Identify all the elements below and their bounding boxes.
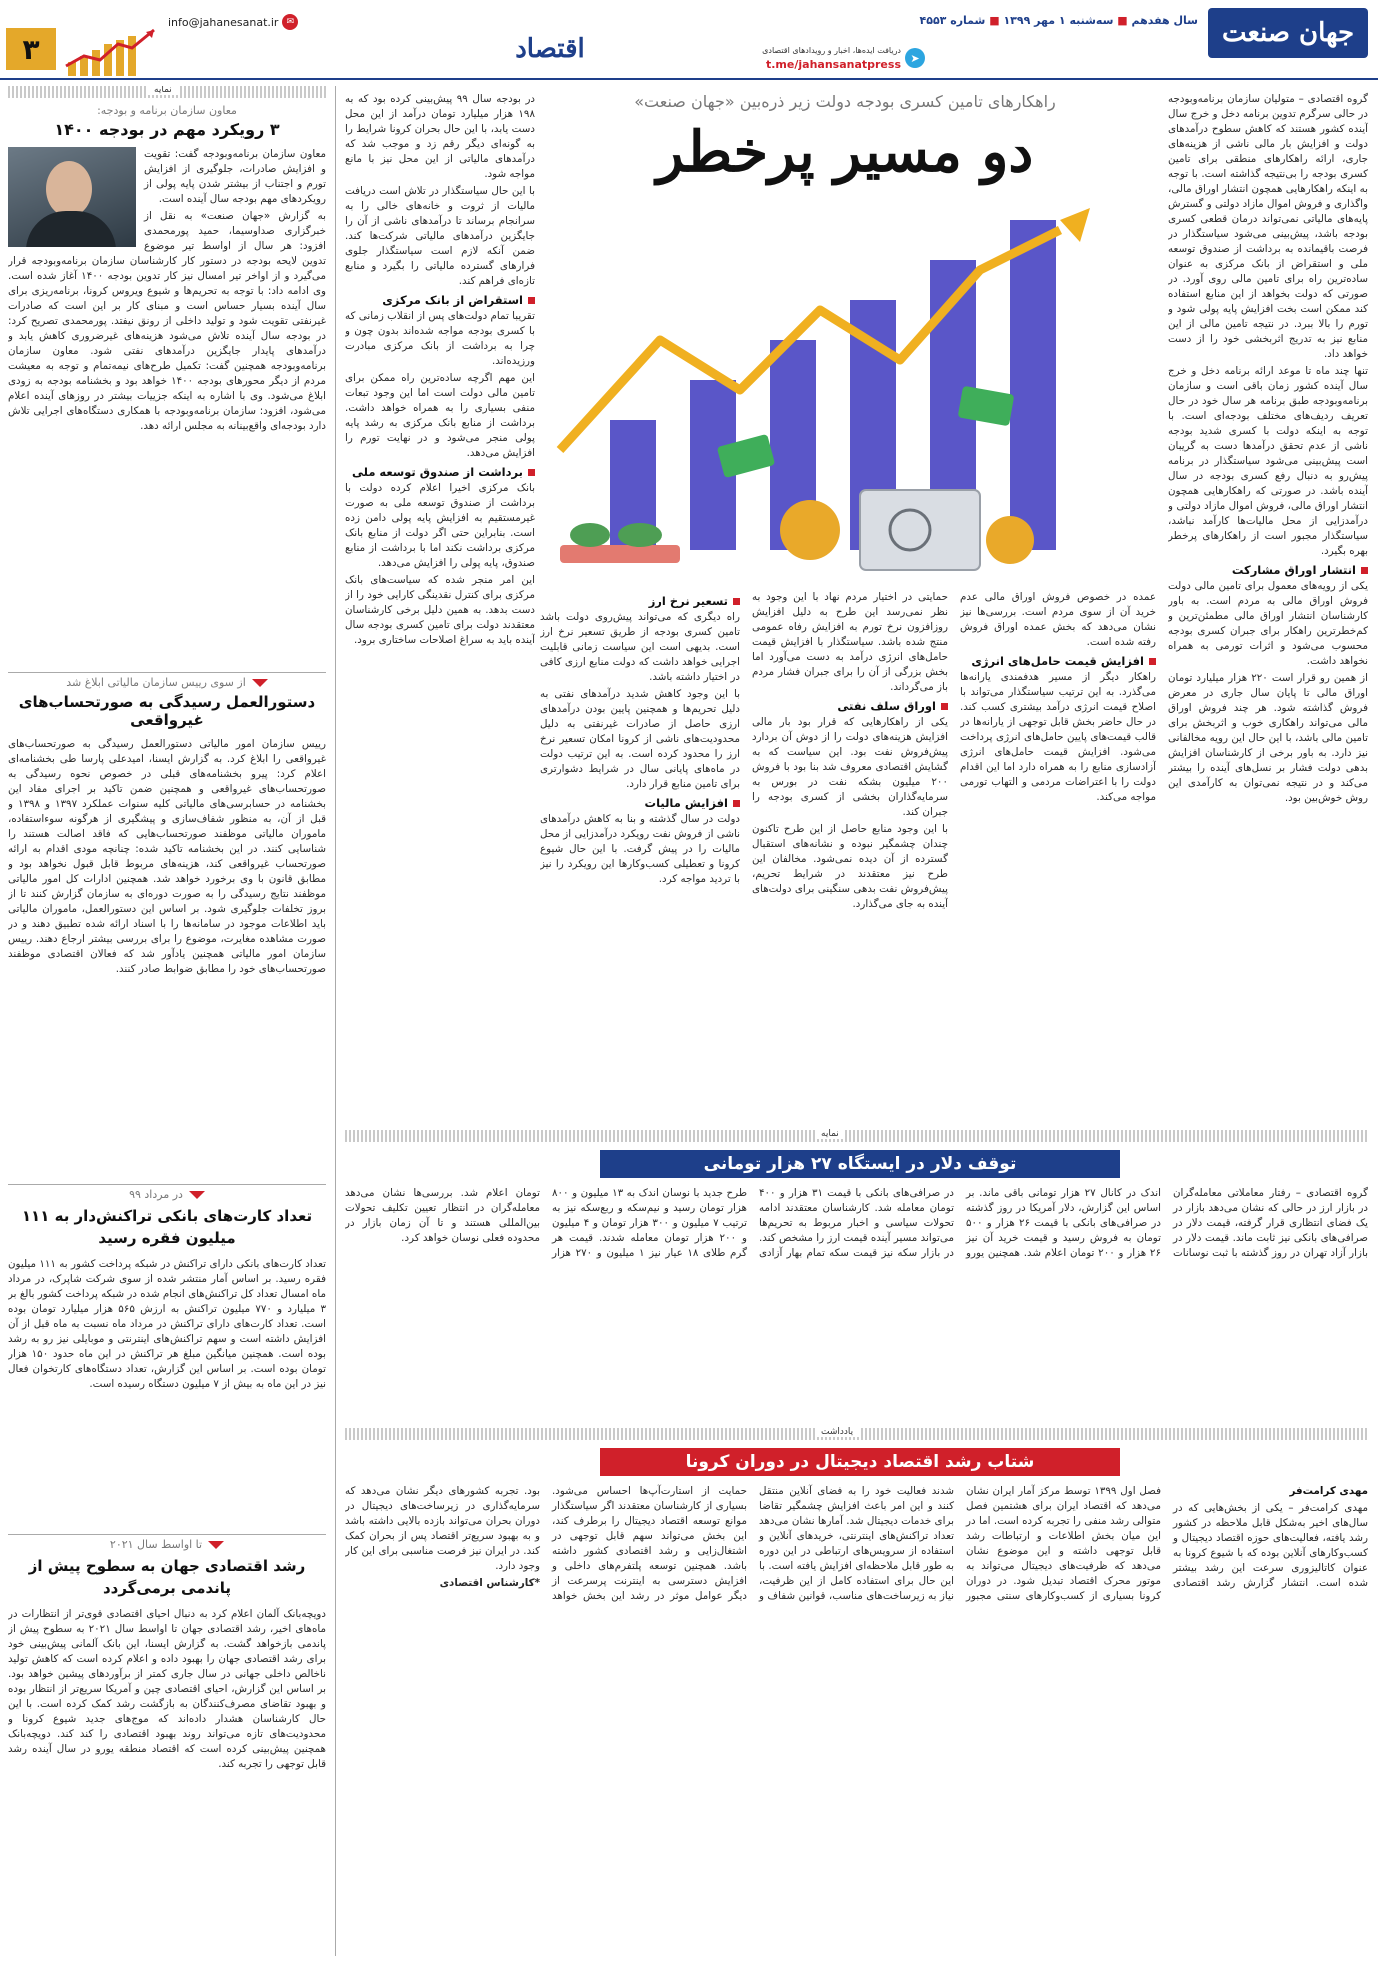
story-budget-1400 <box>8 104 326 644</box>
budget-illustration <box>540 190 1150 580</box>
lead-paragraph: دولت در سال گذشته و بنا به کاهش درآمدهای ناشی از فروش نفت رویکرد درآمدزایی از محل مالیات را در پیش گرفت. با این حال شیوع کرونا و تعطیلی کسب‌وکارها این رویکرد را نیز با تردید مواجه کرد. <box>540 813 740 885</box>
story-kicker: تا اواسط سال ۲۰۲۱ <box>109 1538 203 1551</box>
bullet-square-icon <box>1361 567 1368 574</box>
bullet-square-icon <box>1149 658 1156 665</box>
lead-paragraph: یکی از راهکارهایی که قرار بود بار مالی افزایش هزینه‌های دولت را از دوش آن بردارد پیش‌فروش نفت بود. این سیاست که به گشایش اقتصادی معروف شد بنا بود با فروش ۲۰۰ میلیون بشکه نفت در بورس به سرمایه‌گذاران بخشی از کسری بودجه را جبران کند. <box>752 716 948 818</box>
note-label: یادداشت <box>815 1427 859 1437</box>
telegram-link[interactable]: t.me/jahansanatpress <box>766 58 901 71</box>
telegram-icon: ➤ <box>905 48 925 68</box>
bullet-square-icon <box>733 800 740 807</box>
story-world-growth <box>8 1538 326 1956</box>
logo[interactable] <box>1208 8 1368 58</box>
red-wedge-icon <box>208 1541 224 1549</box>
note-label: نمایه <box>148 86 178 95</box>
subhead: اوراق سلف نفتی <box>752 699 948 713</box>
lead-paragraph: گروه اقتصادی – متولیان سازمان برنامه‌وبودجه در حالی سرگرم تدوین برنامه دخل و خرج سال آینده کشور هستند که کاهش سطوح درآمدهای دولت و افزایش بار مالی ناشی از هزینه‌های جاری، ارائه راهکارهای منطقی برای تامین کسری بودجه را بی‌نتیجه گذاشته است. با توجه به اینکه راهکارهایی همچون انتشار اوراق مالی، واگذاری و فروش اموال مازاد دولتی و گسترش پایه‌های مالیاتی نمی‌تواند درمان قطعی کسری بودجه باشد، پیش‌بینی می‌شود سیاستگذار در فرصت باقیمانده به برداشت از صندوق توسعه ملی و استقراض از بانک مرکزی به عنوان ساده‌ترین راه برای تامین مالی روی آورد. در صورتی که دولت بخواهد از این منابع استفاده کند ممکن است بخت افزایش پایه پولی شود و تورم را بالا ببرد. در نتیجه تامین مالی از این منابع نیز به تدریج اثربخشی خود را از دست خواهد داد. <box>1168 93 1368 360</box>
story-body: دویچه‌بانک آلمان اعلام کرد به دنبال احیای اقتصادی قوی‌تر از انتظارات در ماه‌های اخیر، رشد اقتصادی جهان تا اواسط سال ۲۰۲۱ به سطوح پیش از پاندمی بازخواهد گشت. به گزارش ایسنا، این بانک آلمانی پیش‌بینی خود برای رشد اقتصادی جهان را بهبود داده و اعلام کرده است که کاهش تولید ناخالص داخلی جهانی در سال جاری کمتر از برآوردهای پیشین خواهد بود. بر اساس این گزارش، احیای اقتصادی چین و آمریکا سریع‌تر از انتظار بوده و بهبود تقاضای مصرف‌کنندگان به بازگشت رشد کمک کرده است. با این حال کارشناسان هشدار داده‌اند که موج‌های جدید شیوع کرونا و محدودیت‌های تازه می‌تواند روند بهبود اقتصادی را کند کند. دویچه‌بانک همچنین پیش‌بینی کرده است که اقتصاد منطقه یورو در سال آینده رشد قابل توجهی را تجربه کند. <box>8 1608 326 1770</box>
lead-column-3 <box>752 590 948 1125</box>
telegram-block[interactable] <box>735 44 925 76</box>
dollar-paragraph: گروه اقتصادی – رفتار معاملاتی معامله‌گران در بازار ارز در حالی که نشان می‌دهد بازار در یک فضای انتظاری قرار گرفته، قیمت دلار در صرافی‌های بانکی نیز ثابت ماند. قیمت دلار در بازار آزاد تهران در روز گذشته با ثبت نوسانات اندک در کانال ۲۷ هزار تومانی باقی ماند. بر اساس این گزارش، دلار آمریکا در روز گذشته در صرافی‌های بانکی با قیمت ۲۶ هزار و ۵۰۰ تومان به فروش رسید و قیمت خرید آن نیز ۲۶ هزار و ۲۰۰ تومان اعلام شد. همچنین یورو در صرافی‌های بانکی با قیمت ۳۱ هزار و ۴۰۰ تومان معامله شد. کارشناسان معتقدند ادامه تحولات سیاسی و اخبار مربوط به تحریم‌ها می‌تواند مسیر آینده قیمت ارز را مشخص کند. در بازار سکه نیز قیمت سکه تمام بهار آزادی طرح جدید با نوسان اندک به ۱۳ میلیون و ۸۰۰ هزار تومان رسید و نیم‌سکه و ربع‌سکه نیز به ترتیب ۷ میلیون و ۳۰۰ هزار تومان و ۴ میلیون و ۲۰۰ هزار تومان معامله شدند. قیمت هر گرم طلای ۱۸ عیار نیز ۱ میلیون و ۲۷۰ هزار تومان اعلام شد. بررسی‌ها نشان می‌دهد معامله‌گران در انتظار تعیین تکلیف تحولات بین‌المللی هستند و تا آن زمان بازار در محدوده فعلی نوسان خواهد کرد. <box>345 1187 1368 1259</box>
subhead: افزایش قیمت حامل‌های انرژی <box>960 654 1156 668</box>
story-body: رییس سازمان امور مالیاتی دستورالعمل رسیدگی به صورتحساب‌های غیرواقعی را ابلاغ کرد. به گزارش ایسنا، امیدعلی پارسا طی بخشنامه‌ای اعلام کرد: پیرو بخشنامه‌های قبلی در خصوص نحوه رسیدگی به صورتحساب‌های غیرواقعی و همچنین ضمن تاکید بر اجرای مفاد این بخشنامه در حسابرسی‌های مالیاتی کلیه سنوات عملکرد ۱۳۹۷ و ۱۳۹۸ و قبل از آن، به منظور شفاف‌سازی و پیشگیری از هرگونه سوءاستفاده، ماموران مالیاتی موظفند صورتحساب‌هایی که فاقد اصالت هستند را شناسایی کنند. در این بخشنامه تاکید شده: چنانچه مودی اقدام به ارائه صورتحساب غیرواقعی کند، هزینه‌های مربوط قابل قبول نخواهد بود و مطابق قانون با وی برخورد خواهد شد. همچنین ادارات کل امور مالیاتی موظفند نتایج رسیدگی را به صورت دوره‌ای به سازمان گزارش کنند تا از بروز تخلفات جلوگیری شود. بر اساس این دستورالعمل، ماموران مالیاتی باید اطلاعات موجود در سامانه‌ها را با اسناد ارائه شده تطبیق دهند و در صورت مشاهده مغایرت، موضوع را برای بررسی بیشتر ارجاع دهند. رییس سازمان امور مالیاتی همچنین یادآور شد که فعالان اقتصادی موظفند صورتحساب‌های خود را مطابق ضوابط صادر کنند. <box>8 738 326 975</box>
envelope-icon: ✉ <box>282 14 298 30</box>
bullet-square-icon <box>528 297 535 304</box>
story-body: به گزارش «جهان صنعت» به نقل از خبرگزاری صداوسیما، حمید پورمحمدی افزود: هر سال از اواسط تیر موضوع تدوین لایحه بودجه در دستور کار کارشناسان سازمان برنامه‌وبودجه قرار می‌گیرد و از اواخر تیر امسال نیز کار تدوین بودجه ۱۴۰۰ آغاز شده است. وی ادامه داد: با توجه به تحریم‌ها و شیوع ویروس کرونا، برنامه‌ریزی برای سال آینده بسیار حساس است و مبنای کار بر این است که صادرات غیرنفتی تقویت شود و تولید داخلی از رونق نیفتد. پورمحمدی تصریح کرد: در بودجه سال آینده تلاش می‌شود هزینه‌های غیرضروری کاهش یابد و درآمدهای پایدار جایگزین درآمدهای نفتی شود. معاون سازمان برنامه‌وبودجه همچنین گفت: تکمیل طرح‌های نیمه‌تمام و توجه به معیشت مردم از دیگر محورهای بودجه ۱۴۰۰ خواهد بود و بخشنامه بودجه به زودی ابلاغ می‌شود. وی با اشاره به اینکه جزییات بیشتر در روزهای آینده اعلام می‌شود، افزود: سازمان برنامه‌وبودجه با همکاری دستگاه‌های اجرایی تلاش دارد بودجه‌ای واقع‌بینانه به مجلس ارائه دهد. <box>8 210 326 432</box>
lead-column-4 <box>345 92 535 1124</box>
story-title: ۳ رویکرد مهم در بودجه ۱۴۰۰ <box>54 120 280 139</box>
note-label: نمایه <box>815 1129 845 1139</box>
page-number: ۳ <box>22 32 40 66</box>
story-title: تعداد کارت‌های بانکی تراکنش‌دار به ۱۱۱ میلیون فقره رسید <box>21 1207 313 1247</box>
subhead: برداشت از صندوق توسعه ملی <box>345 465 535 479</box>
story-kicker: در مرداد ۹۹ <box>129 1188 183 1201</box>
dollar-body <box>345 1186 1368 1418</box>
subhead: استقراض از بانک مرکزی <box>345 293 535 307</box>
email-text: info@jahanesanat.ir <box>168 15 279 29</box>
portrait-face <box>46 161 92 217</box>
lead-paragraph: راهکار دیگر از مسیر هدفمندی یارانه‌ها می‌گذرد. به این ترتیب سیاستگذار می‌تواند با اصلاح قیمت انرژی درآمد بیشتری کسب کند. در حال حاضر بخش قابل توجهی از یارانه‌ها در قالب قیمت‌های پایین حامل‌های انرژی پرداخت می‌شود. افزایش قیمت حامل‌های انرژی آزادسازی منابع را به همراه دارد اما این اقدام دولت را با اعتراضات مردمی و التهاب تورمی مواجه می‌کند. <box>960 671 1156 803</box>
bullet-square-icon <box>528 469 535 476</box>
digital-body <box>345 1484 1368 1954</box>
section-title: اقتصاد <box>515 34 585 64</box>
lead-column-1 <box>1168 92 1368 1124</box>
lead-paragraph: بانک مرکزی اخیرا اعلام کرده دولت با برداشت از صندوق توسعه ملی به صورت غیرمستقیم به افزایش پایه پولی دامن زده است. بنابراین حتی اگر دولت از منابع بانک مرکزی برداشت نکند اما با برداشت از منابع صندوق، پایه پولی را افزایش می‌دهد. <box>345 482 535 569</box>
portrait-suit <box>26 211 116 247</box>
author-signature: *کارشناس اقتصادی <box>439 1577 540 1589</box>
issue-info: سال هفدهم ■ سه‌شنبه ۱ مهر ۱۳۹۹ ■ شماره ۴۵۵۳ <box>919 14 1198 27</box>
dollar-title-bar <box>600 1150 1120 1178</box>
digital-title: شتاب رشد اقتصاد دیجیتال در دوران کرونا <box>685 1452 1035 1472</box>
story-kicker: معاون سازمان برنامه و بودجه: <box>97 104 237 117</box>
digital-paragraph: مهدی کرامت‌فر – یکی از بخش‌هایی که در سال‌های اخیر به‌شکل قابل ملاحظه در کشور رشد یافته، فعالیت‌های حوزه اقتصاد دیجیتال و کسب‌وکارهای آنلاین بوده که با شیوع کرونا به عنوان کاتالیزوری سرعت این رشد بیشتر شده است. انتشار گزارش رشد اقتصادی فصل اول ۱۳۹۹ توسط مرکز آمار ایران نشان می‌دهد که اقتصاد ایران برای هشتمین فصل متوالی رشد منفی را تجربه کرده است. اما در این میان بخش اطلاعات و ارتباطات رشد قابل توجهی داشته و این موضوع نشان می‌دهد که ظرفیت‌های دیجیتال می‌تواند به موتور محرک اقتصاد تبدیل شود. در دوران کرونا بسیاری از کسب‌وکارهای سنتی مجبور شدند فعالیت خود را به فضای آنلاین منتقل کنند و این امر باعث افزایش چشمگیر تقاضا برای خدمات دیجیتال شد. آمارها نشان می‌دهد تعداد تراکنش‌های اینترنتی، خریدهای آنلاین و استفاده از سرویس‌های ارتباطی در این دوره به طور قابل ملاحظه‌ای افزایش یافته است. با این حال برای استفاده کامل از این ظرفیت، نیاز به زیرساخت‌های مناسب، قوانین شفاف و حمایت از استارت‌آپ‌ها احساس می‌شود. بسیاری از کارشناسان معتقدند اگر سیاستگذار موانع توسعه اقتصاد دیجیتال را برطرف کند، این بخش می‌تواند سهم قابل توجهی در اشتغال‌زایی و رشد اقتصادی کشور داشته باشد. همچنین توسعه پلتفرم‌های داخلی و افزایش دسترسی به اینترنت پرسرعت از دیگر عوامل موثر در رشد این بخش خواهد بود. تجربه کشورهای دیگر نشان می‌دهد که سرمایه‌گذاری در زیرساخت‌های دیجیتال در دوران بحران می‌تواند بازده بالایی داشته باشد و به بهبود سریع‌تر اقتصاد پس از بحران کمک کند. در ایران نیز فرصت مناسبی برای این کار وجود دارد. <box>345 1485 1368 1602</box>
lead-title: دو مسیر پرخطر <box>656 119 1034 185</box>
lead-paragraph: با این حال سیاستگذار در تلاش است دریافت مالیات از ثروت و خانه‌های خالی را به سرانجام برساند تا درآمدهای ناشی از آن را جایگزین درآمدهای مالیاتی شرکت‌ها کند. ضمن آنکه لازم است سیاستگذار جلوی فرارهای گسترده مالیاتی را بگیرد و منابع تازه‌ای فراهم کند. <box>345 185 535 287</box>
story-title: رشد اقتصادی جهان به سطوح پیش از پاندمی برمی‌گردد <box>28 1557 306 1597</box>
red-wedge-icon <box>189 1191 205 1199</box>
logo-text: جهان صنعت <box>1221 18 1355 48</box>
email-line[interactable] <box>168 14 298 30</box>
masthead <box>0 0 1378 71</box>
bullet-square-icon <box>733 598 740 605</box>
left-column <box>8 86 326 1956</box>
issue-number: شماره ۴۵۵۳ <box>919 14 986 27</box>
lead-paragraph: در بودجه سال ۹۹ پیش‌بینی کرده بود که به ۱۹۸ هزار میلیارد تومان درآمد از این محل دست یابد، با این حال بحران کرونا شرایط را به گونه‌ای دیگر رقم زد و موجب شد که درآمدهای مالیاتی از این محل نیز با مانع مواجه شود. <box>345 93 535 180</box>
growth-chart-icon <box>62 26 172 78</box>
subhead: انتشار اوراق مشارکت <box>1168 563 1368 577</box>
story-title: دستورالعمل رسیدگی به صورتحساب‌های غیرواقعی <box>18 693 316 729</box>
story-body: تعداد کارت‌های بانکی دارای تراکنش در شبکه پرداخت کشور به ۱۱۱ میلیون فقره رسید. بر اساس آمار منتشر شده از سوی شرکت شاپرک، در مرداد ماه امسال تعداد کل تراکنش‌های انجام شده در شبکه پرداخت کشور بالغ بر ۳ میلیارد و ۷۷۰ میلیون تراکنش به ارزش ۵۶۵ هزار میلیارد تومان بوده است. تعداد کارت‌های دارای تراکنش در مرداد ماه نسبت به ماه قبل از آن افزایش داشته است و سهم تراکنش‌های اینترنتی و موبایلی نیز رو به رشد بوده است. همچنین میانگین مبلغ هر تراکنش در این ماه حدود ۱۵۰ هزار تومان بوده است. بر اساس این گزارش، تعداد دستگاه‌های کارتخوان فعال نیز در این ماه به بیش از ۷ میلیون دستگاه رسیده است. <box>8 1258 326 1390</box>
issue-date: سه‌شنبه ۱ مهر ۱۳۹۹ <box>1003 14 1114 27</box>
lead-column-5 <box>540 590 740 1125</box>
story-divider <box>8 1534 326 1535</box>
telegram-caption: دریافت ایده‌ها، اخبار و رویدادهای اقتصادی <box>762 46 901 55</box>
lead-column-2 <box>960 590 1156 1125</box>
lead-paragraph: تنها چند ماه تا موعد ارائه برنامه دخل و خرج سال آینده کشور زمان باقی است و سازمان برنامه‌وبودجه طبق برنامه هر سال خود در حال تعریف ردیف‌های مختلف بودجه‌ای است. با توجه به اینکه دولت با کسری شدید بودجه ناشی از عدم تحقق درآمدها دست به گریبان است پیش‌بینی می‌شود سیاستگذار در برنامه پیش‌رو به دنبال رفع کسری بودجه در سال آینده باشد. در صورتی که راهکارهایی همچون انتشار اوراق مالی، فروش اموال مازاد دولتی و درآمدزایی از محل مالیات‌ها کارآمد نباشد، سیاستگذار مجبور است از راهکارهای پرخطر بهره بگیرد. <box>1168 365 1368 557</box>
lead-paragraph: این امر منجر شده که سیاست‌های بانک مرکزی برای کنترل نقدینگی کارایی خود را از دست بدهد. به همین دلیل برخی کارشناسان معتقدند دولت برای تامین کسری بودجه سال آینده باید به سراغ اصلاحات ساختاری برود. <box>345 574 535 646</box>
author-name: مهدی کرامت‌فر <box>1289 1485 1368 1497</box>
story-intro: معاون سازمان برنامه‌وبودجه گفت: تقویت و افزایش صادرات، جلوگیری از افزایش تورم و اجتناب از بیشتر شدن پایه پولی از رویکردهای مهم بودجه سال آینده است. <box>144 148 326 205</box>
subhead: افزایش مالیات <box>540 796 740 810</box>
subhead: تسعیر نرخ ارز <box>540 594 740 608</box>
lead-paragraph: با این وجود منابع حاصل از این طرح تاکنون چندان چشمگیر نبوده و نشانه‌های استقبال گسترده از آن دیده نمی‌شود. مخالفان این طرح نیز معتقدند در شرایط تحریم، پیش‌فروش نفت بدهی سنگینی برای دولت‌های آینده به جای می‌گذارد. <box>752 823 948 910</box>
story-kicker: از سوی رییس سازمان مالیاتی ابلاغ شد <box>66 676 246 689</box>
red-wedge-icon <box>252 679 268 687</box>
lead-paragraph: یکی از رویه‌های معمول برای تامین مالی دولت فروش اوراق مالی به مردم است. به باور کارشناسان انتشار اوراق مالی مطمئن‌ترین و کم‌خطرترین راهکار برای جبران کسری بودجه محسوب می‌شود و اثرات تورمی به همراه نخواهد داشت. <box>1168 580 1368 667</box>
digital-title-bar <box>600 1448 1120 1476</box>
volume: سال هفدهم <box>1131 14 1198 27</box>
official-photo <box>8 147 136 247</box>
lead-paragraph: این مهم اگرچه ساده‌ترین راه ممکن برای تامین مالی دولت است اما این وجود تبعات منفی بسیاری را به همراه خواهد داشت. برداشت از منابع بانک مرکزی به رشد پایه پولی منجر می‌شود و در نهایت تورم را افزایش می‌دهد. <box>345 372 535 459</box>
dollar-title: توقف دلار در ایستگاه ۲۷ هزار تومانی <box>703 1154 1017 1174</box>
lead-paragraph: با این وجود کاهش شدید درآمدهای نفتی به دلیل تحریم‌ها و همچنین پایین بودن درآمدهای ارزی حاصل از صادرات غیرنفتی به دلیل محدودیت‌های ناشی از کرونا امکان تسعیر نرخ ارز را محدود کرده است. به این ترتیب دولت در ماه‌های پایانی سال در شرایط دشوارتری برای تامین منابع قرار دارد. <box>540 688 740 790</box>
story-divider <box>8 672 326 673</box>
note-bar <box>8 86 326 98</box>
story-bank-cards <box>8 1188 326 1528</box>
lead-paragraph: عمده در خصوص فروش اوراق مالی عدم خرید آن از سوی مردم است. بررسی‌ها نیز نشان می‌دهد که بخش عمده اوراق فروش رفته شده است. <box>960 591 1156 648</box>
header-rule <box>0 78 1378 80</box>
lead-paragraph: راه دیگری که می‌تواند پیش‌روی دولت باشد تامین کسری بودجه از طریق تسعیر نرخ ارز است. بدیهی است این سیاست زمانی قابلیت اجرایی خواهد داشت که دولت منابع ارزی کافی در اختیار داشته باشد. <box>540 611 740 683</box>
lead-paragraph: حمایتی در اختیار مردم نهاد با این وجود به نظر نمی‌رسد این طرح به دلیل افزایش روزافزون نرخ تورم به افزایش رفاه عمومی منتج شده باشد. سیاستگذار با افزایش قیمت حامل‌های انرژی درآمد به دست می‌آورد اما بخش بزرگی از آن را برای جبران فشار مردم باز می‌گرداند. <box>752 591 948 693</box>
story-divider <box>8 1184 326 1185</box>
lead-headline-block <box>540 92 1150 185</box>
lead-paragraph: از همین رو قرار است ۲۲۰ هزار میلیارد تومان اوراق مالی تا پایان سال جاری در معرض فروش گذاشته شود. هر چند فروش اوراق مالی می‌تواند راهکاری خوب و اثربخش برای تامین مالی باشد، با این حال این رویه مخالفانی نیز دارد. به باور برخی از کارشناسان افزایش بدهی دولت فشار بر نسل‌های آینده را بیشتر می‌کند و در نتیجه نمی‌توان به کارآمدی این روش خوش‌بین بود. <box>1168 672 1368 804</box>
note-bar <box>345 1130 1368 1142</box>
lead-kicker: راهکارهای تامین کسری بودجه دولت زیر ذره‌بین «جهان صنعت» <box>634 92 1056 111</box>
page-number-box <box>6 28 56 70</box>
note-bar <box>345 1428 1368 1440</box>
bullet-square-icon <box>941 703 948 710</box>
column-divider <box>335 86 336 1956</box>
lead-paragraph: تقریبا تمام دولت‌های پس از انقلاب زمانی که با کسری بودجه مواجه شده‌اند بدون چون و چرا به برداشت از بانک مرکزی مبادرت ورزیده‌اند. <box>345 310 535 367</box>
story-invoices <box>8 676 326 1176</box>
